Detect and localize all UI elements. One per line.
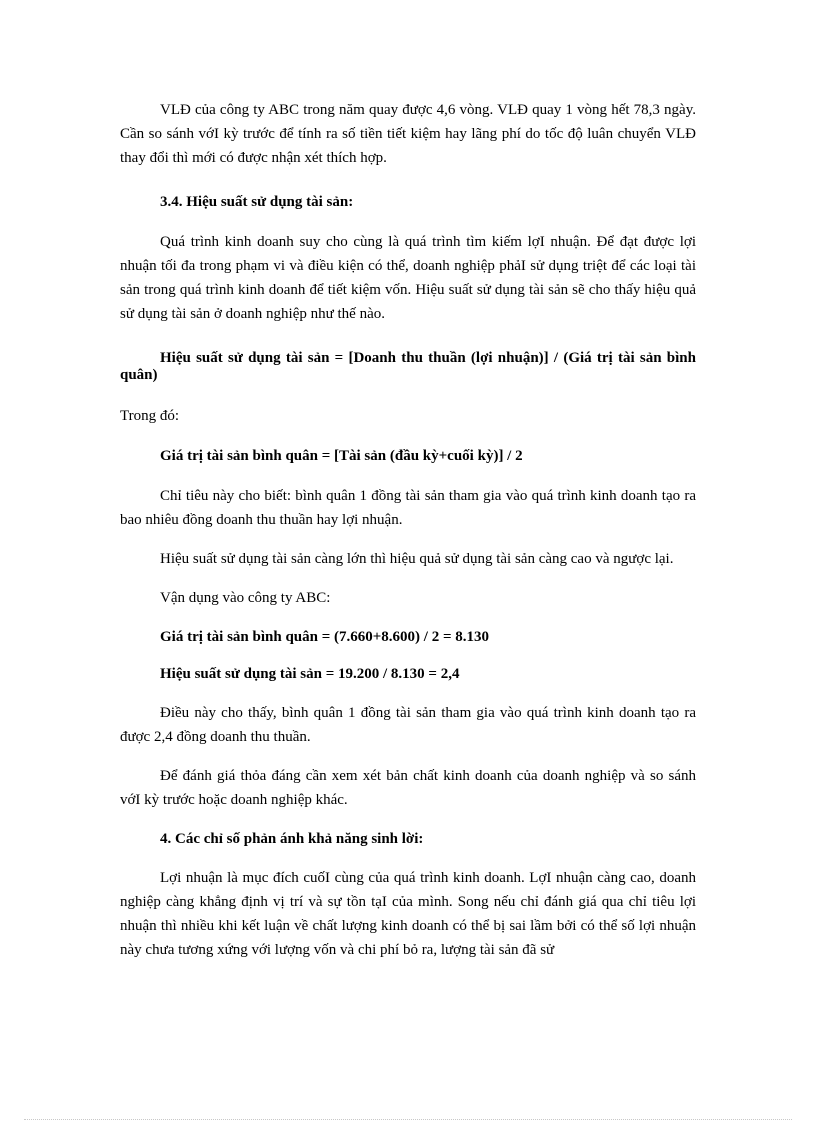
paragraph-evaluation-note: Để đánh giá thỏa đáng cần xem xét bản chất kinh doanh của doanh nghiệp và so sánh vớI kỳ trước hoặc doanh nghiệp khác. [120,768,696,808]
paragraph-asset-intro: Quá trình kinh doanh suy cho cùng là quá trình tìm kiếm lợI nhuận. Để đạt được lợi nhuận tối đa trong phạm vi và điều kiện có thể, doanh nghiệp phảI sử dụng triệt để các loại tài sản trong quá trình kinh doanh để tiết kiệm vốn. Hiệu suất sử dụng tài sản sẽ cho thấy hiệu quả sử dụng tài sản ở doanh nghiệp như thế nào. [120,234,696,322]
calc-average-asset: Giá trị tài sản bình quân = (7.660+8.600) / 2 = 8.130 [160,629,490,645]
paragraph-apply-abc: Vận dụng vào công ty ABC: [160,590,331,606]
paragraph-indicator-meaning: Chỉ tiêu này cho biết: bình quân 1 đồng tài sản tham gia vào quá trình kinh doanh tạo ra bao nhiêu đồng doanh thu thuần hay lợi nhuận. [120,488,696,528]
formula-asset-efficiency: Hiệu suất sử dụng tài sản = [Doanh thu thuần (lợi nhuận)] / (Giá trị tài sản bình quân) [120,350,696,383]
heading-profitability: 4. Các chỉ số phản ánh khả năng sinh lời: [160,831,424,847]
paragraph-vld-turnover: VLĐ của công ty ABC trong năm quay được 4,6 vòng. VLĐ quay 1 vòng hết 78,3 ngày. Cần so sánh vớI kỳ trước để tính ra số tiền tiết kiệm hay lãng phí do tốc độ luân chuyển VLĐ thay đổi thì mới có được nhận xét thích hợp. [120,102,696,166]
formula-average-asset: Giá trị tài sản bình quân = [Tài sản (đầu kỳ+cuối kỳ)] / 2 [160,448,523,464]
calc-asset-efficiency: Hiệu suất sử dụng tài sản = 19.200 / 8.130 = 2,4 [160,666,460,682]
paragraph-result-explanation: Điều này cho thấy, bình quân 1 đồng tài sản tham gia vào quá trình kinh doanh tạo ra được 2,4 đồng doanh thu thuần. [120,705,696,745]
paragraph-higher-better: Hiệu suất sử dụng tài sản càng lớn thì hiệu quả sử dụng tài sản càng cao và ngược lại. [160,551,674,567]
paragraph-profit-intro: Lợi nhuận là mục đích cuốI cùng của quá trình kinh doanh. LợI nhuận càng cao, doanh nghiệp càng khẳng định vị trí và sự tồn tạI của mình. Song nếu chỉ đánh giá qua chỉ tiêu lợi nhuận thì nhiều khi kết luận về chất lượng kinh doanh có thể bị sai lầm bởi có thể số lợi nhuận này chưa tương xứng với lượng vốn và chi phí bỏ ra, lượng tài sản đã sử [120,870,696,958]
paragraph-where: Trong đó: [120,408,180,424]
footer-dotted-rule [24,1119,792,1120]
document-page [120,98,696,962]
heading-asset-efficiency: 3.4. Hiệu suất sử dụng tài sản: [160,194,354,210]
